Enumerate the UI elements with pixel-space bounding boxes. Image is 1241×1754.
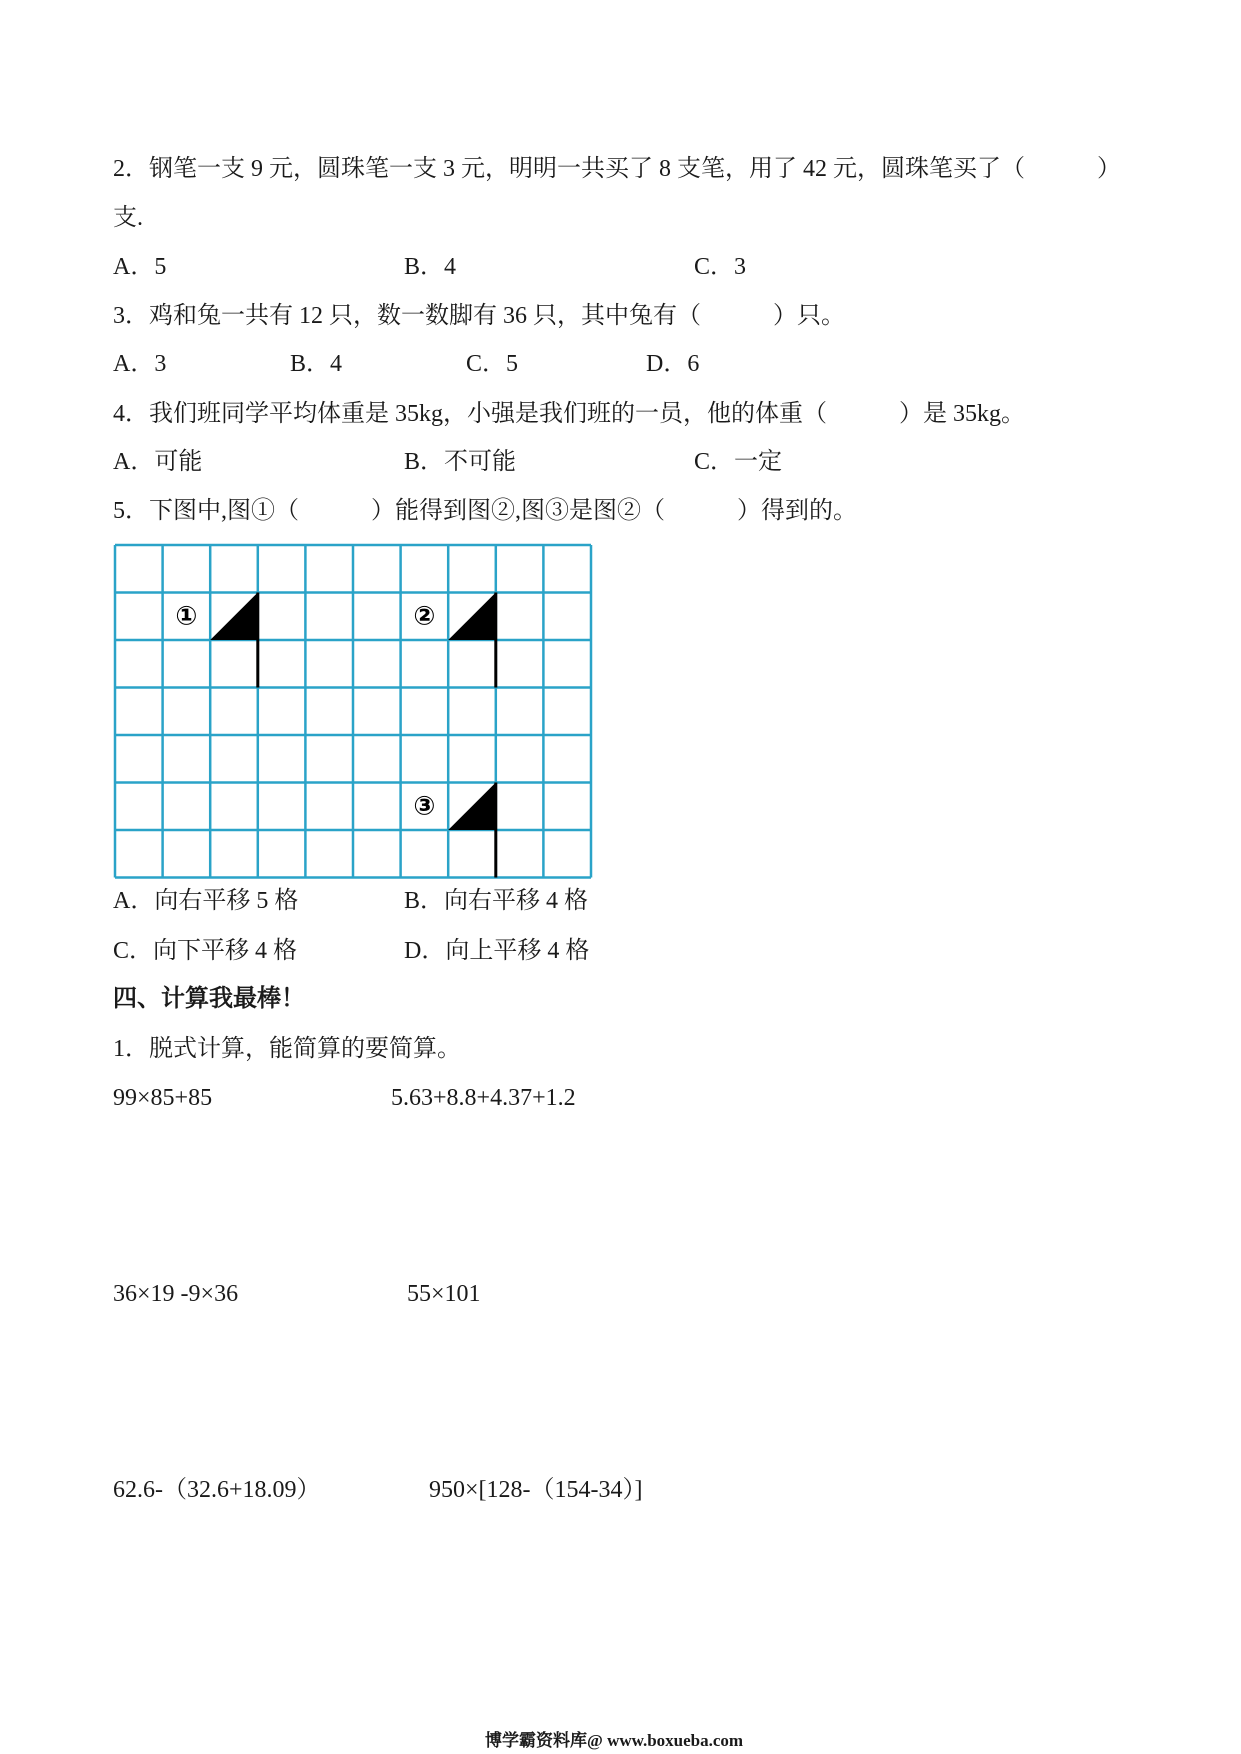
- q5-option-b: B．向右平移 4 格: [404, 888, 589, 914]
- figure-label-2: ②: [413, 601, 436, 632]
- q3-option-d: D．6: [646, 351, 700, 377]
- flag-1-triangle: [210, 593, 258, 641]
- q2-text: 2．钢笔一支 9 元，圆珠笔一支 3 元，明明一共买了 8 支笔，用了 42 元，圆珠笔买了（ ）: [113, 156, 1121, 182]
- expression-1: 99×85+85: [113, 1085, 213, 1111]
- grid-lines: [115, 545, 591, 878]
- q2-text-continued: 支.: [113, 205, 143, 231]
- expression-2: 5.63+8.8+4.37+1.2: [391, 1085, 576, 1111]
- flag-3-triangle: [448, 783, 496, 831]
- q4-option-c: C．一定: [694, 449, 783, 475]
- q4-option-a: A．可能: [113, 449, 203, 475]
- q2-option-b: B．4: [404, 254, 457, 280]
- calc-instruction: 1．脱式计算，能简算的要简算。: [113, 1036, 461, 1062]
- figure-label-1: ①: [175, 601, 198, 632]
- expression-6: 950×[128-（154-34）]: [429, 1477, 643, 1503]
- q4-text: 4．我们班同学平均体重是 35kg，小强是我们班的一员，他的体重（ ）是 35kg。: [113, 401, 1025, 427]
- expression-5: 62.6-（32.6+18.09）: [113, 1477, 321, 1503]
- footer-watermark: 博学霸资料库@ www.boxueba.com: [485, 1731, 744, 1750]
- translation-grid-figure: [113, 543, 595, 881]
- q3-option-b: B．4: [290, 351, 343, 377]
- section-heading: 四、计算我最棒！: [113, 986, 305, 1012]
- figure-label-3: ③: [413, 791, 436, 822]
- q2-option-a: A．5: [113, 254, 167, 280]
- q5-option-c: C．向下平移 4 格: [113, 938, 298, 964]
- q3-option-c: C．5: [466, 351, 519, 377]
- q5-text: 5．下图中,图①（ ）能得到图②,图③是图②（ ）得到的。: [113, 498, 857, 524]
- q3-text: 3．鸡和兔一共有 12 只，数一数脚有 36 只，其中兔有（ ）只。: [113, 303, 845, 329]
- q5-option-a: A．向右平移 5 格: [113, 888, 299, 914]
- flag-2-triangle: [448, 593, 496, 641]
- q2-option-c: C．3: [694, 254, 747, 280]
- q4-option-b: B．不可能: [404, 449, 517, 475]
- expression-3: 36×19 -9×36: [113, 1281, 239, 1307]
- q5-option-d: D．向上平移 4 格: [404, 938, 590, 964]
- expression-4: 55×101: [407, 1281, 481, 1307]
- q3-option-a: A．3: [113, 351, 167, 377]
